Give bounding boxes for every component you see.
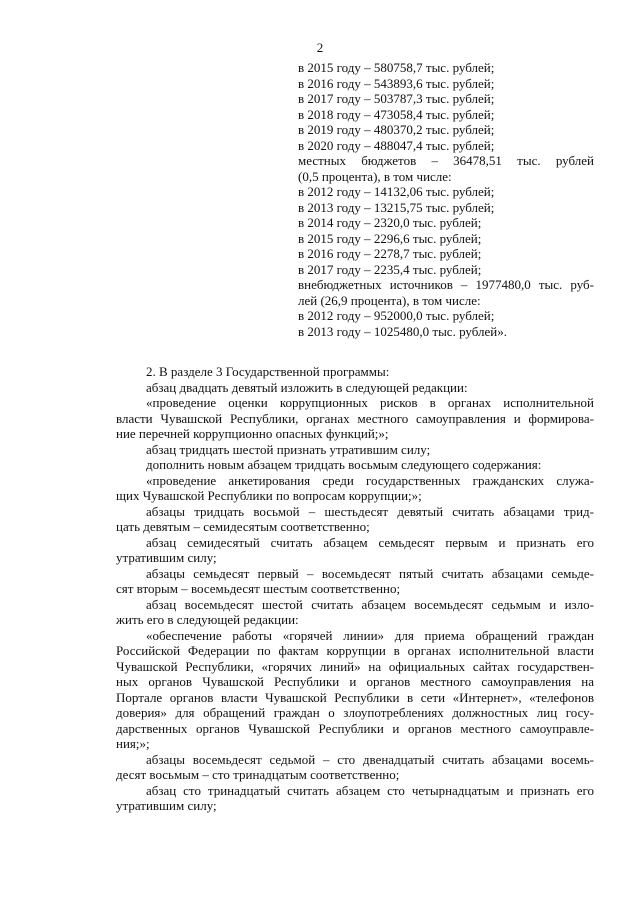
body-line: дарственных органов Чувашской Республики и органов местного самоуправле- bbox=[116, 720, 594, 736]
body-line: «проведение анкетирования среди государственных гражданских служа- bbox=[146, 472, 594, 488]
body-line: абзац двадцать девятый изложить в следующей редакции: bbox=[146, 379, 468, 395]
body-line: Чувашской Республики, «горячих линий» на официальных сайтах государствен- bbox=[116, 658, 594, 674]
top-block-line: в 2017 году – 503787,3 тыс. рублей; bbox=[298, 91, 495, 106]
body-line: ния;»; bbox=[116, 736, 150, 751]
body-line: абзац восемьдесят шестой считать абзацем восемьдесят седьмым и изло- bbox=[146, 596, 594, 612]
top-block-line: в 2016 году – 2278,7 тыс. рублей; bbox=[298, 246, 482, 261]
top-block-line: внебюджетных источников – 1977480,0 тыс. руб- bbox=[298, 277, 594, 292]
top-block-line: в 2019 году – 480370,2 тыс. рублей; bbox=[298, 122, 495, 137]
body-line: дополнить новым абзацем тридцать восьмым следующего содержания: bbox=[146, 457, 542, 472]
body-line: «проведение оценки коррупционных рисков в органах исполнительной bbox=[146, 395, 594, 410]
body-line: 2. В разделе 3 Государственной программы: bbox=[146, 364, 390, 379]
body-line: абзац сто тринадцатый считать абзацем сто четырнадцатым и признать его bbox=[146, 782, 594, 798]
top-block-line: в 2013 году – 13215,75 тыс. рублей; bbox=[298, 199, 495, 215]
body-line: утратившим силу; bbox=[116, 798, 217, 813]
top-block-line: лей (26,9 процента), в том числе: bbox=[298, 292, 481, 308]
body-line: утратившим силу; bbox=[116, 550, 217, 565]
top-block-line: в 2020 году – 488047,4 тыс. рублей; bbox=[298, 137, 495, 153]
top-block-line: в 2015 году – 2296,6 тыс. рублей; bbox=[298, 230, 482, 246]
top-block-line: в 2014 году – 2320,0 тыс. рублей; bbox=[298, 215, 482, 230]
body-line: сят вторым – восемьдесят шестым соответственно; bbox=[116, 581, 401, 596]
body-line: ние перечней коррупционно опасных функций;»; bbox=[116, 426, 389, 441]
page-number: 2 bbox=[316, 40, 324, 55]
body-line: Портале органов власти Чувашской Республики в сети «Интернет», «телефонов bbox=[116, 689, 594, 705]
top-block-line: (0,5 процента), в том числе: bbox=[298, 168, 452, 184]
body-line: абзацы восемьдесят седьмой – сто двенадцатый считать абзацами восемь- bbox=[146, 751, 594, 767]
top-block-line: местных бюджетов – 36478,51 тыс. рублей bbox=[298, 153, 594, 168]
top-block-line: в 2018 году – 473058,4 тыс. рублей; bbox=[298, 106, 495, 122]
body-line: абзац тридцать шестой признать утратившим силу; bbox=[146, 441, 431, 457]
top-block-line: в 2013 году – 1025480,0 тыс. рублей». bbox=[298, 323, 507, 339]
body-line: жить его в следующей редакции: bbox=[116, 612, 299, 627]
body-line: власти Чувашской Республики, органах местного самоуправления и формирова- bbox=[116, 410, 594, 426]
top-block-line: в 2016 году – 543893,6 тыс. рублей; bbox=[298, 75, 495, 91]
body-line: доверия» для обращений граждан о злоупотреблениях должностных лиц госу- bbox=[116, 705, 594, 720]
top-block-line: в 2017 году – 2235,4 тыс. рублей; bbox=[298, 261, 482, 277]
top-block-line: в 2015 году – 580758,7 тыс. рублей; bbox=[298, 60, 495, 75]
body-line: десят восьмым – сто тринадцатым соответственно; bbox=[116, 767, 400, 782]
body-line: ных органов Чувашской Республики и органов местного самоуправления на bbox=[116, 674, 594, 689]
body-line: «обеспечение работы «горячей линии» для приема обращений граждан bbox=[146, 627, 594, 643]
body-line: цать девятым – семидесятым соответственно; bbox=[116, 519, 370, 534]
top-block-line: в 2012 году – 14132,06 тыс. рублей; bbox=[298, 184, 495, 199]
body-line: абзац семидесятый считать абзацем семьдесят первым и признать его bbox=[146, 534, 594, 550]
body-line: абзацы тридцать восьмой – шестьдесят девятый считать абзацами трид- bbox=[146, 503, 594, 519]
body-line: Российской Федерации по фактам коррупции в органах исполнительной власти bbox=[116, 643, 594, 658]
body-line: абзацы семьдесят первый – восемьдесят пятый считать абзацами семьде- bbox=[146, 565, 594, 581]
top-block-line: в 2012 году – 952000,0 тыс. рублей; bbox=[298, 308, 495, 323]
body-line: щих Чувашской Республики по вопросам коррупции;»; bbox=[116, 488, 422, 503]
